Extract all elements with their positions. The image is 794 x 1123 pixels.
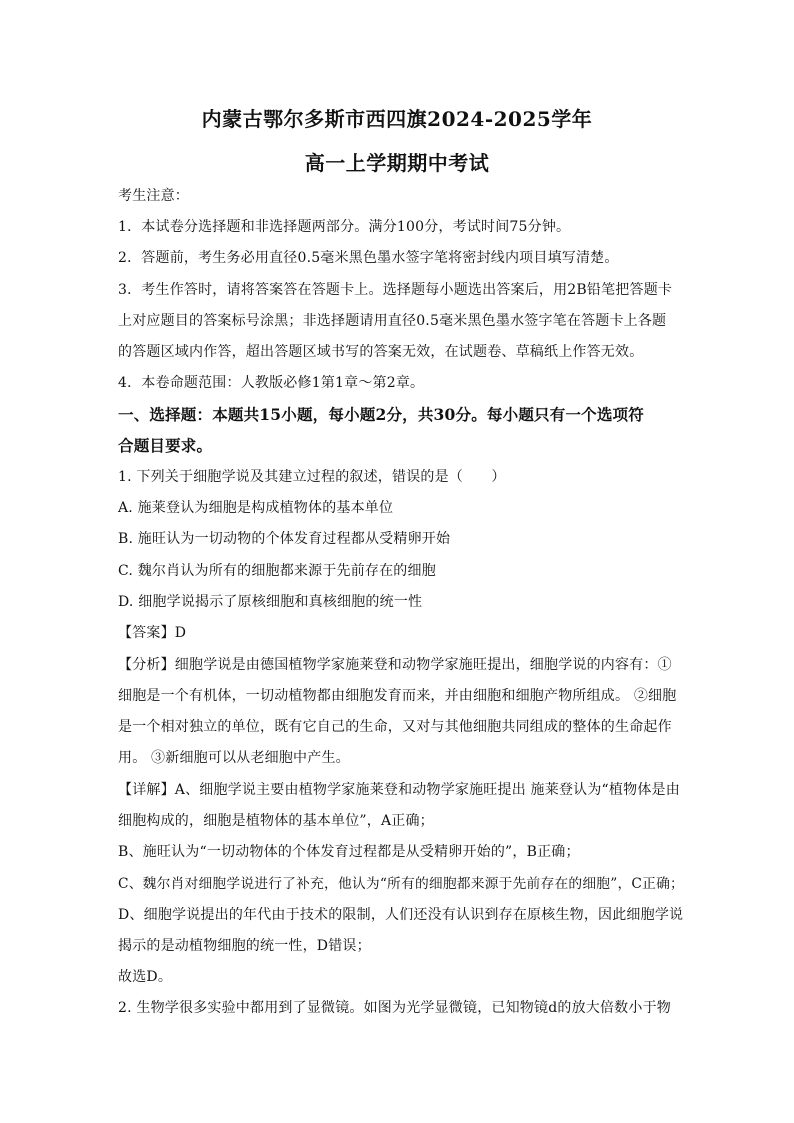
q1-detail-line4: C、魏尔肖对细胞学说进行了补充，他认为“所有的细胞都来源于先前存在的细胞”，C正确； [118, 876, 685, 892]
q2-stem: 2. 生物学很多实验中都用到了显微镜。如图为光学显微镜，已知物镜d的放大倍数小于物 [118, 1000, 671, 1016]
q1-option-c: C. 魏尔肖认为所有的细胞都来源于先前存在的细胞 [118, 563, 436, 579]
section-heading: 一、选择题：本题共15小题，每小题2分，共30分。每小题只有一个选项符 [118, 405, 644, 424]
doc-title-line2: 高一上学期期中考试 [304, 151, 490, 175]
q1-analysis-line3: 是一个相对独立的单位，既有它自己的生命，又对与其他细胞共同组成的整体的生命起作 [118, 719, 672, 735]
notice-item-3-cont: 上对应题目的答案标号涂黑；非选择题请用直径0.5毫米黑色墨水签字笔在答题卡上各题 [118, 313, 667, 329]
q1-analysis-line1: 【分析】细胞学说是由德国植物学家施莱登和动物学家施旺提出，细胞学说的内容有：① [118, 657, 672, 673]
q1-option-b: B. 施旺认为一切动物的个体发育过程都从受精卵开始 [118, 531, 451, 547]
q1-detail-line3: B、施旺认为“一切动物体的个体发育过程都是从受精卵开始的”，B正确； [118, 844, 580, 860]
q1-option-d: D. 细胞学说揭示了原核细胞和真核细胞的统一性 [118, 594, 423, 610]
section-heading-cont: 合题目要求。 [118, 436, 213, 455]
q1-detail-line1: 【详解】A、细胞学说主要由植物学家施莱登和动物学家施旺提出 施莱登认为“植物体是由 [118, 782, 680, 798]
q1-detail-line6: 揭示的是动植物细胞的统一性，D错误； [118, 938, 371, 954]
q1-detail-line2: 细胞构成的，细胞是植物体的基本单位”，A正确； [118, 813, 434, 829]
q1-analysis-line2: 细胞是一个有机体，一切动植物都由细胞发育而来，并由细胞和细胞产物所组成。 ②细胞 [118, 688, 677, 704]
q1-conclusion: 故选D。 [118, 969, 173, 985]
notice-heading: 考生注意： [118, 188, 189, 204]
q1-option-a: A. 施莱登认为细胞是构成植物体的基本单位 [118, 500, 394, 516]
q1-stem: 1. 下列关于细胞学说及其建立过程的叙述，错误的是（ ） [118, 469, 506, 485]
doc-title-line1: 内蒙古鄂尔多斯市西四旗2024-2025学年 [201, 107, 593, 131]
q1-answer: 【答案】D [118, 625, 187, 641]
q1-analysis-line4: 用。 ③新细胞可以从老细胞中产生。 [118, 750, 350, 766]
notice-item-3: 3．考生作答时，请将答案答在答题卡上。选择题每小题选出答案后，用2B铅笔把答题卡 [118, 282, 673, 298]
q1-detail-line5: D、细胞学说提出的年代由于技术的限制，人们还没有认识到存在原核生物，因此细胞学说 [118, 907, 684, 923]
notice-item-2: 2．答题前，考生务必用直径0.5毫米黑色墨水签字笔将密封线内项目填写清楚。 [118, 250, 619, 266]
notice-item-1: 1．本试卷分选择题和非选择题两部分。满分100分，考试时间75分钟。 [118, 219, 571, 235]
notice-item-4: 4．本卷命题范围：人教版必修1第1章～第2章。 [118, 375, 425, 391]
notice-item-3-cont2: 的答题区域内作答，超出答题区域书写的答案无效，在试题卷、草稿纸上作答无效。 [118, 344, 644, 360]
